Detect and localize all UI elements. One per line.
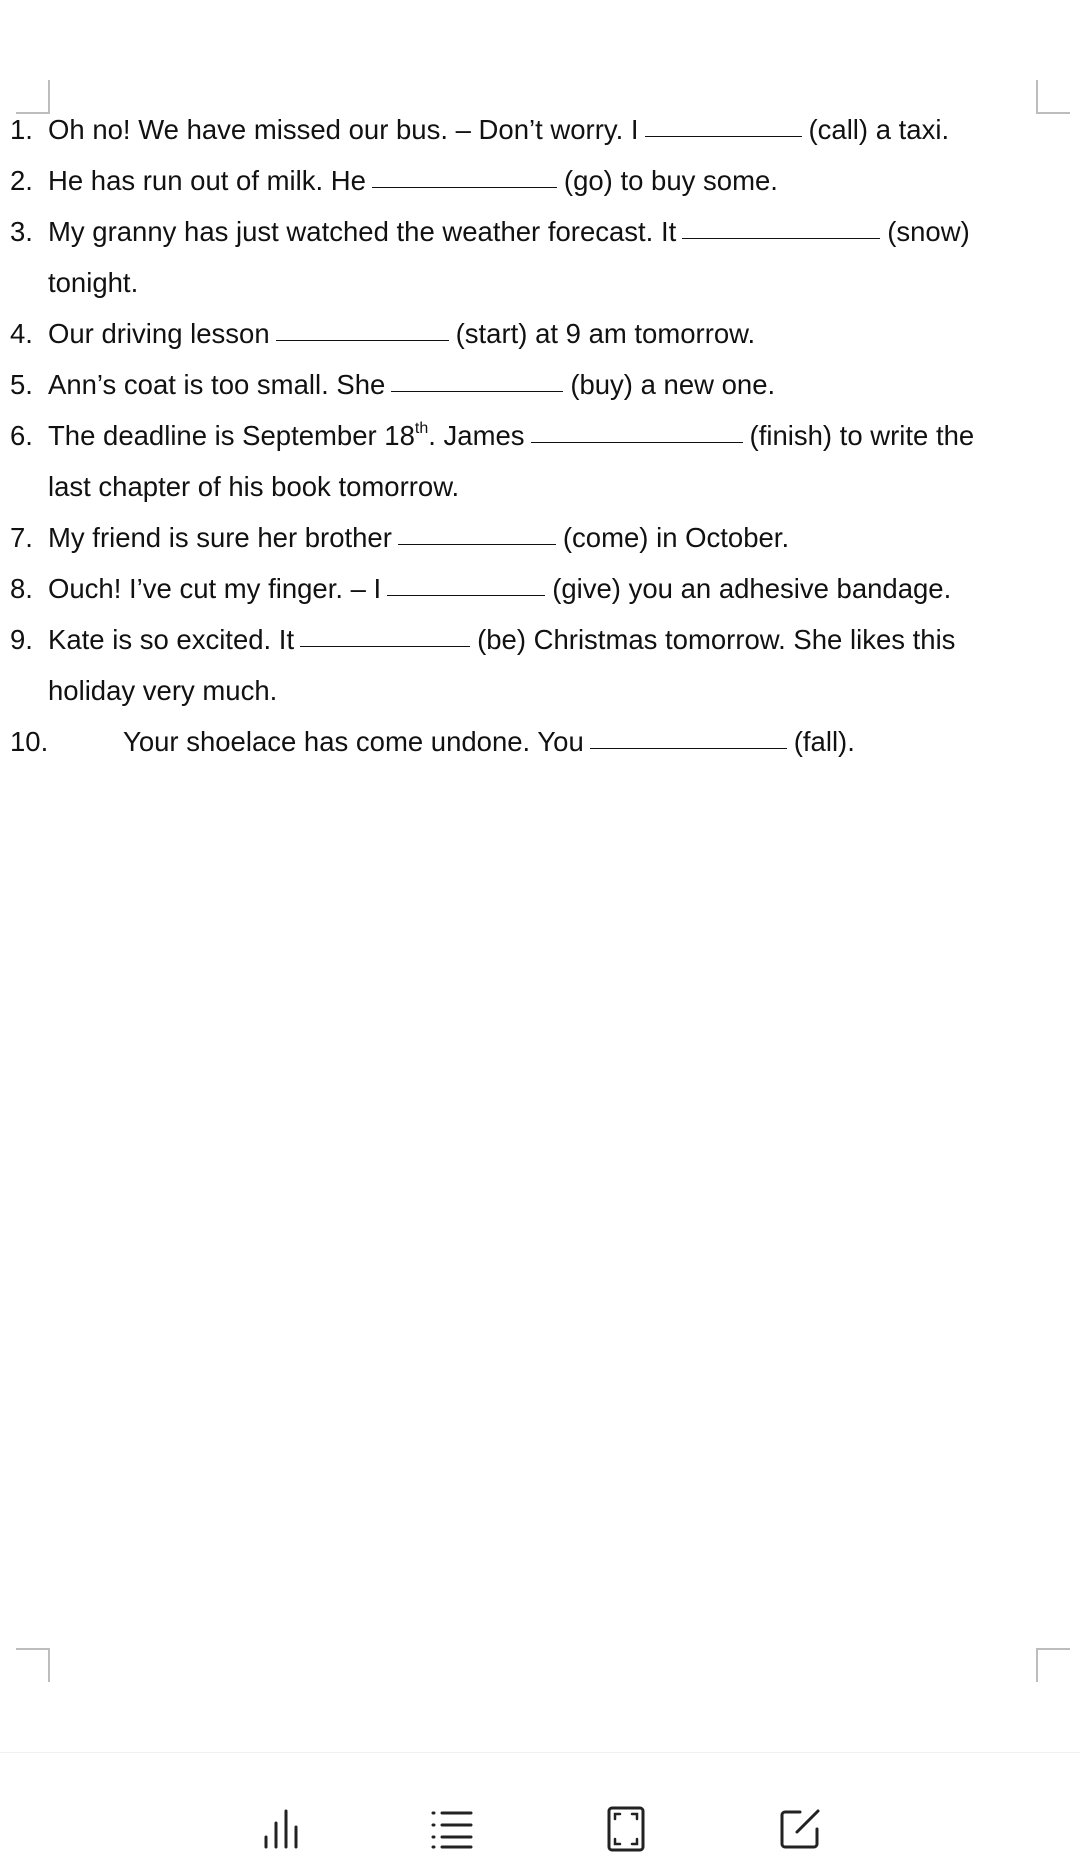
verb-hint: (start) at 9 am tomorrow. <box>455 318 756 349</box>
item-number: 8. <box>10 573 33 604</box>
list-item-continuation <box>10 257 1050 308</box>
outline-button[interactable] <box>428 1805 476 1853</box>
item-text <box>48 512 789 563</box>
answer-blank <box>531 420 743 443</box>
item-text <box>123 716 855 767</box>
list-item <box>10 563 1050 614</box>
list-item-continuation <box>10 461 1050 512</box>
outline-list-icon <box>428 1805 476 1853</box>
verb-hint: (give) you an adhesive bandage. <box>552 573 952 604</box>
verb-hint: (buy) a new one. <box>570 369 776 400</box>
sentence-start: Ann’s coat is too small. She <box>48 369 386 400</box>
list-item <box>10 614 1050 665</box>
item-number: 6. <box>10 420 33 451</box>
list-item <box>10 410 1050 461</box>
verb-hint: (fall). <box>793 726 855 757</box>
crop-mark-bottom-left <box>16 1648 50 1682</box>
list-item <box>10 155 1050 206</box>
answer-blank <box>372 165 557 188</box>
answer-blank <box>645 114 802 137</box>
fullscreen-icon <box>602 1805 650 1853</box>
edit-button[interactable] <box>776 1805 824 1853</box>
list-item <box>10 359 1050 410</box>
sentence-start: The deadline is September 18 <box>48 420 415 451</box>
item-text-continued: holiday very much. <box>48 675 278 706</box>
verb-hint: (come) in October. <box>562 522 790 553</box>
answer-blank <box>590 726 787 749</box>
item-number: 3. <box>10 216 33 247</box>
exercise-list <box>10 104 1050 767</box>
sentence-start: Ouch! I’ve cut my finger. – I <box>48 573 382 604</box>
read-aloud-button[interactable] <box>258 1805 306 1853</box>
answer-blank <box>276 318 449 341</box>
list-item <box>10 512 1050 563</box>
edit-icon <box>776 1805 824 1853</box>
verb-hint: (call) a taxi. <box>808 114 950 145</box>
item-text-continued: tonight. <box>48 267 139 298</box>
verb-hint: (finish) to write the <box>749 420 975 451</box>
item-text <box>48 359 775 410</box>
item-text <box>48 614 955 665</box>
item-text <box>48 155 778 206</box>
fullscreen-button[interactable] <box>602 1805 650 1853</box>
sentence-start: My friend is sure her brother <box>48 522 392 553</box>
answer-blank <box>387 573 545 596</box>
item-text-continued: last chapter of his book tomorrow. <box>48 471 460 502</box>
item-number: 9. <box>10 624 33 655</box>
item-number: 2. <box>10 165 33 196</box>
sentence-start: My granny has just watched the weather forecast. It <box>48 216 677 247</box>
sentence-start: He has run out of milk. He <box>48 165 366 196</box>
sentence-start: Oh no! We have missed our bus. – Don’t worry. I <box>48 114 639 145</box>
verb-hint: (go) to buy some. <box>563 165 778 196</box>
item-number: 7. <box>10 522 33 553</box>
answer-blank <box>300 624 470 647</box>
answer-blank <box>682 216 880 239</box>
item-text <box>48 206 970 257</box>
sentence-start: Kate is so excited. It <box>48 624 295 655</box>
list-item <box>10 716 1050 767</box>
ordinal-suffix: th <box>414 420 429 437</box>
item-text <box>48 410 974 461</box>
crop-mark-bottom-right <box>1036 1648 1070 1682</box>
list-item <box>10 206 1050 257</box>
item-text <box>48 563 951 614</box>
item-number: 4. <box>10 318 33 349</box>
item-number: 10. <box>10 726 49 757</box>
answer-blank <box>398 522 556 545</box>
item-text <box>48 308 755 359</box>
list-item <box>10 104 1050 155</box>
verb-hint: (be) Christmas tomorrow. She likes this <box>477 624 956 655</box>
sentence-start-continued: . James <box>428 420 525 451</box>
item-number: 5. <box>10 369 33 400</box>
sentence-start: Your shoelace has come undone. You <box>123 726 584 757</box>
answer-blank <box>391 369 563 392</box>
sentence-start: Our driving lesson <box>48 318 270 349</box>
verb-hint: (snow) <box>887 216 970 247</box>
bottom-toolbar <box>0 1752 1080 1873</box>
item-text <box>48 104 949 155</box>
list-item <box>10 308 1050 359</box>
item-number: 1. <box>10 114 33 145</box>
list-item-continuation <box>10 665 1050 716</box>
read-aloud-icon <box>258 1805 306 1853</box>
